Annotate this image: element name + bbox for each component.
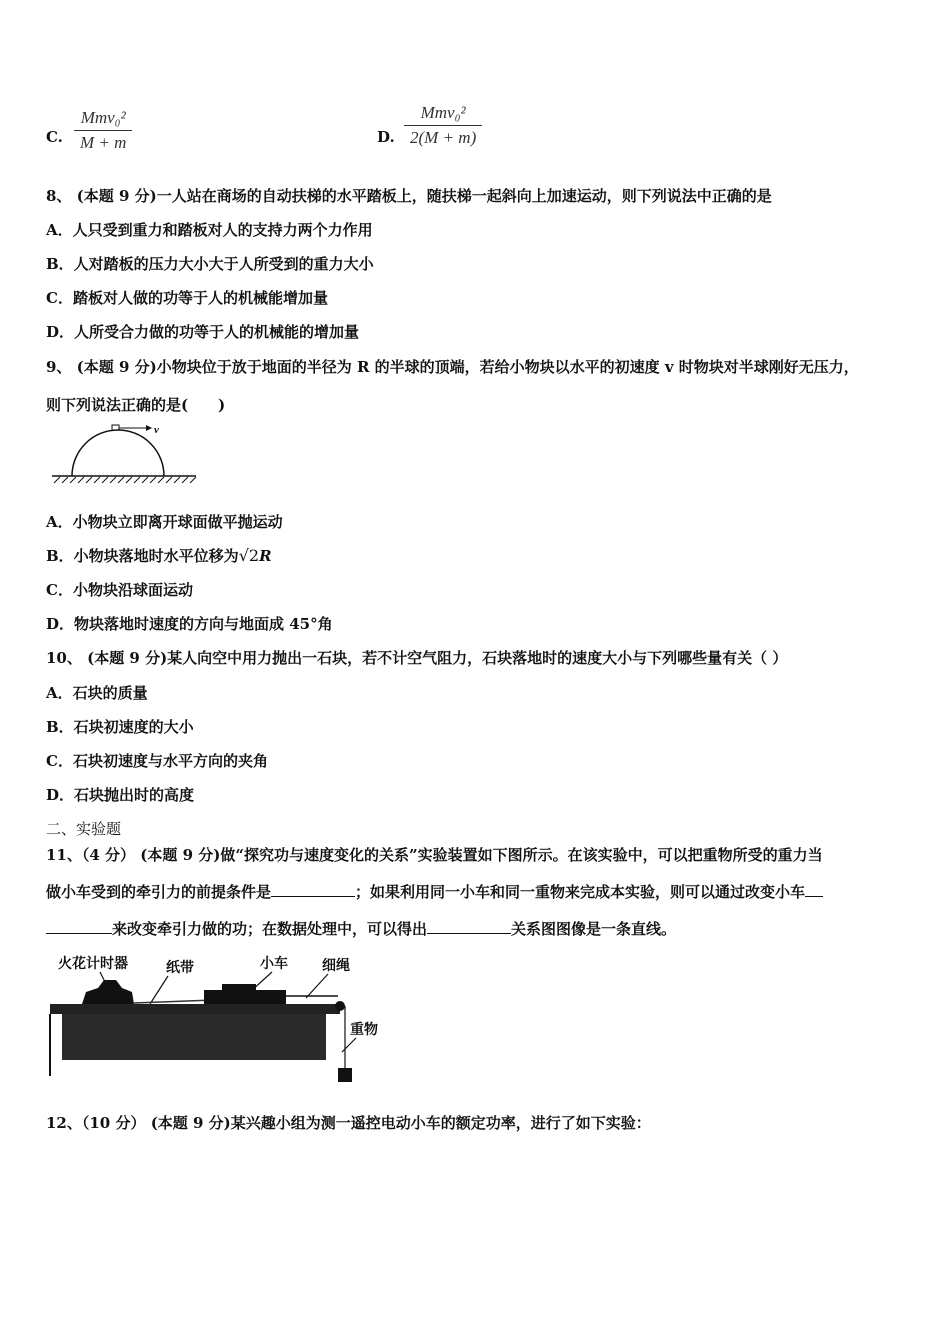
- option-d-denominator: 2(M + m): [410, 128, 477, 147]
- label-weight: 重物: [350, 1022, 378, 1038]
- q11-line-2: [46, 882, 823, 902]
- sqrt-two: √2: [238, 546, 260, 565]
- q9-option-b-text: B．小物块落地时水平位移为: [46, 547, 239, 565]
- q12-stem: 12、（10 分） (本题 9 分)某兴趣小组为测一遥控电动小车的额定功率，进行了如下实验：: [46, 1114, 651, 1132]
- q9-option-d: D．物块落地时速度的方向与地面成 45°角: [46, 615, 333, 633]
- answer-blank-3[interactable]: [427, 919, 511, 934]
- radius-symbol: R: [259, 547, 272, 565]
- q11-line-1: 11、（4 分） (本题 9 分)做“探究功与速度变化的关系”实验装置如下图所示。在该实验中，可以把重物所受的重力当: [46, 846, 823, 864]
- option-d-label: D.: [377, 128, 395, 146]
- label-paper-tape: 纸带: [166, 960, 194, 976]
- answer-blank-2a[interactable]: [805, 882, 823, 897]
- q10-stem: 10、 (本题 9 分)某人向空中用力抛出一石块，若不计空气阻力，石块落地时的速度大小与下列哪些量有关（ ）: [46, 649, 788, 667]
- option-c-denominator: M + m: [80, 133, 127, 152]
- answer-blank-1[interactable]: [271, 882, 355, 897]
- label-spark-timer: 火花计时器: [58, 956, 128, 972]
- q10-option-d: D．石块抛出时的高度: [46, 786, 195, 804]
- q8-option-a: A．人只受到重力和踏板对人的支持力两个力作用: [46, 221, 373, 239]
- q8-option-d: D．人所受合力做的功等于人的机械能的增加量: [46, 323, 360, 341]
- hemisphere-figure: [50, 422, 200, 488]
- option-c-label: C.: [46, 128, 63, 146]
- q11-line-3b: 关系图图像是一条直线。: [511, 920, 677, 938]
- option-d-numerator: Mmv₀²: [420, 103, 466, 122]
- section-heading: 二、实验题: [46, 820, 122, 838]
- experiment-apparatus-figure: [44, 948, 394, 1084]
- q9-stem-line-1: 9、 (本题 9 分)小物块位于放于地面的半径为 R 的半球的顶端，若给小物块以水平的初速度 v 时物块对半球刚好无压力，: [46, 358, 859, 376]
- label-rope: 细绳: [322, 958, 350, 974]
- velocity-label: v: [154, 424, 159, 436]
- q8-stem: 8、 (本题 9 分)一人站在商场的自动扶梯的水平踏板上，随扶梯一起斜向上加速运动，则下列说法中正确的是: [46, 187, 772, 205]
- option-d-fraction: [404, 103, 482, 148]
- q8-option-c: C．踏板对人做的功等于人的机械能增加量: [46, 289, 328, 307]
- q11-line-2b: ；如果利用同一小车和同一重物来完成本实验，则可以通过改变小车: [355, 883, 806, 901]
- q11-line-3a: 来改变牵引力做的功；在数据处理中，可以得出: [112, 920, 428, 938]
- answer-blank-2b[interactable]: [46, 919, 112, 934]
- q9-option-c: C．小物块沿球面运动: [46, 581, 193, 599]
- q10-option-a: A．石块的质量: [46, 684, 148, 702]
- q11-line-2a: 做小车受到的牵引力的前提条件是: [46, 883, 272, 901]
- option-c-fraction: [74, 108, 132, 153]
- q11-line-3: [46, 919, 676, 939]
- q9-stem-line-2: 则下列说法正确的是( ): [46, 396, 226, 414]
- q10-option-b: B．石块初速度的大小: [46, 718, 194, 736]
- q8-option-b: B．人对踏板的压力大小大于人所受到的重力大小: [46, 255, 374, 273]
- q9-option-a: A．小物块立即离开球面做平抛运动: [46, 513, 283, 531]
- label-cart: 小车: [260, 956, 288, 972]
- q10-option-c: C．石块初速度与水平方向的夹角: [46, 752, 268, 770]
- option-c-numerator: Mmv₀²: [80, 108, 126, 127]
- q9-option-b: [46, 546, 272, 566]
